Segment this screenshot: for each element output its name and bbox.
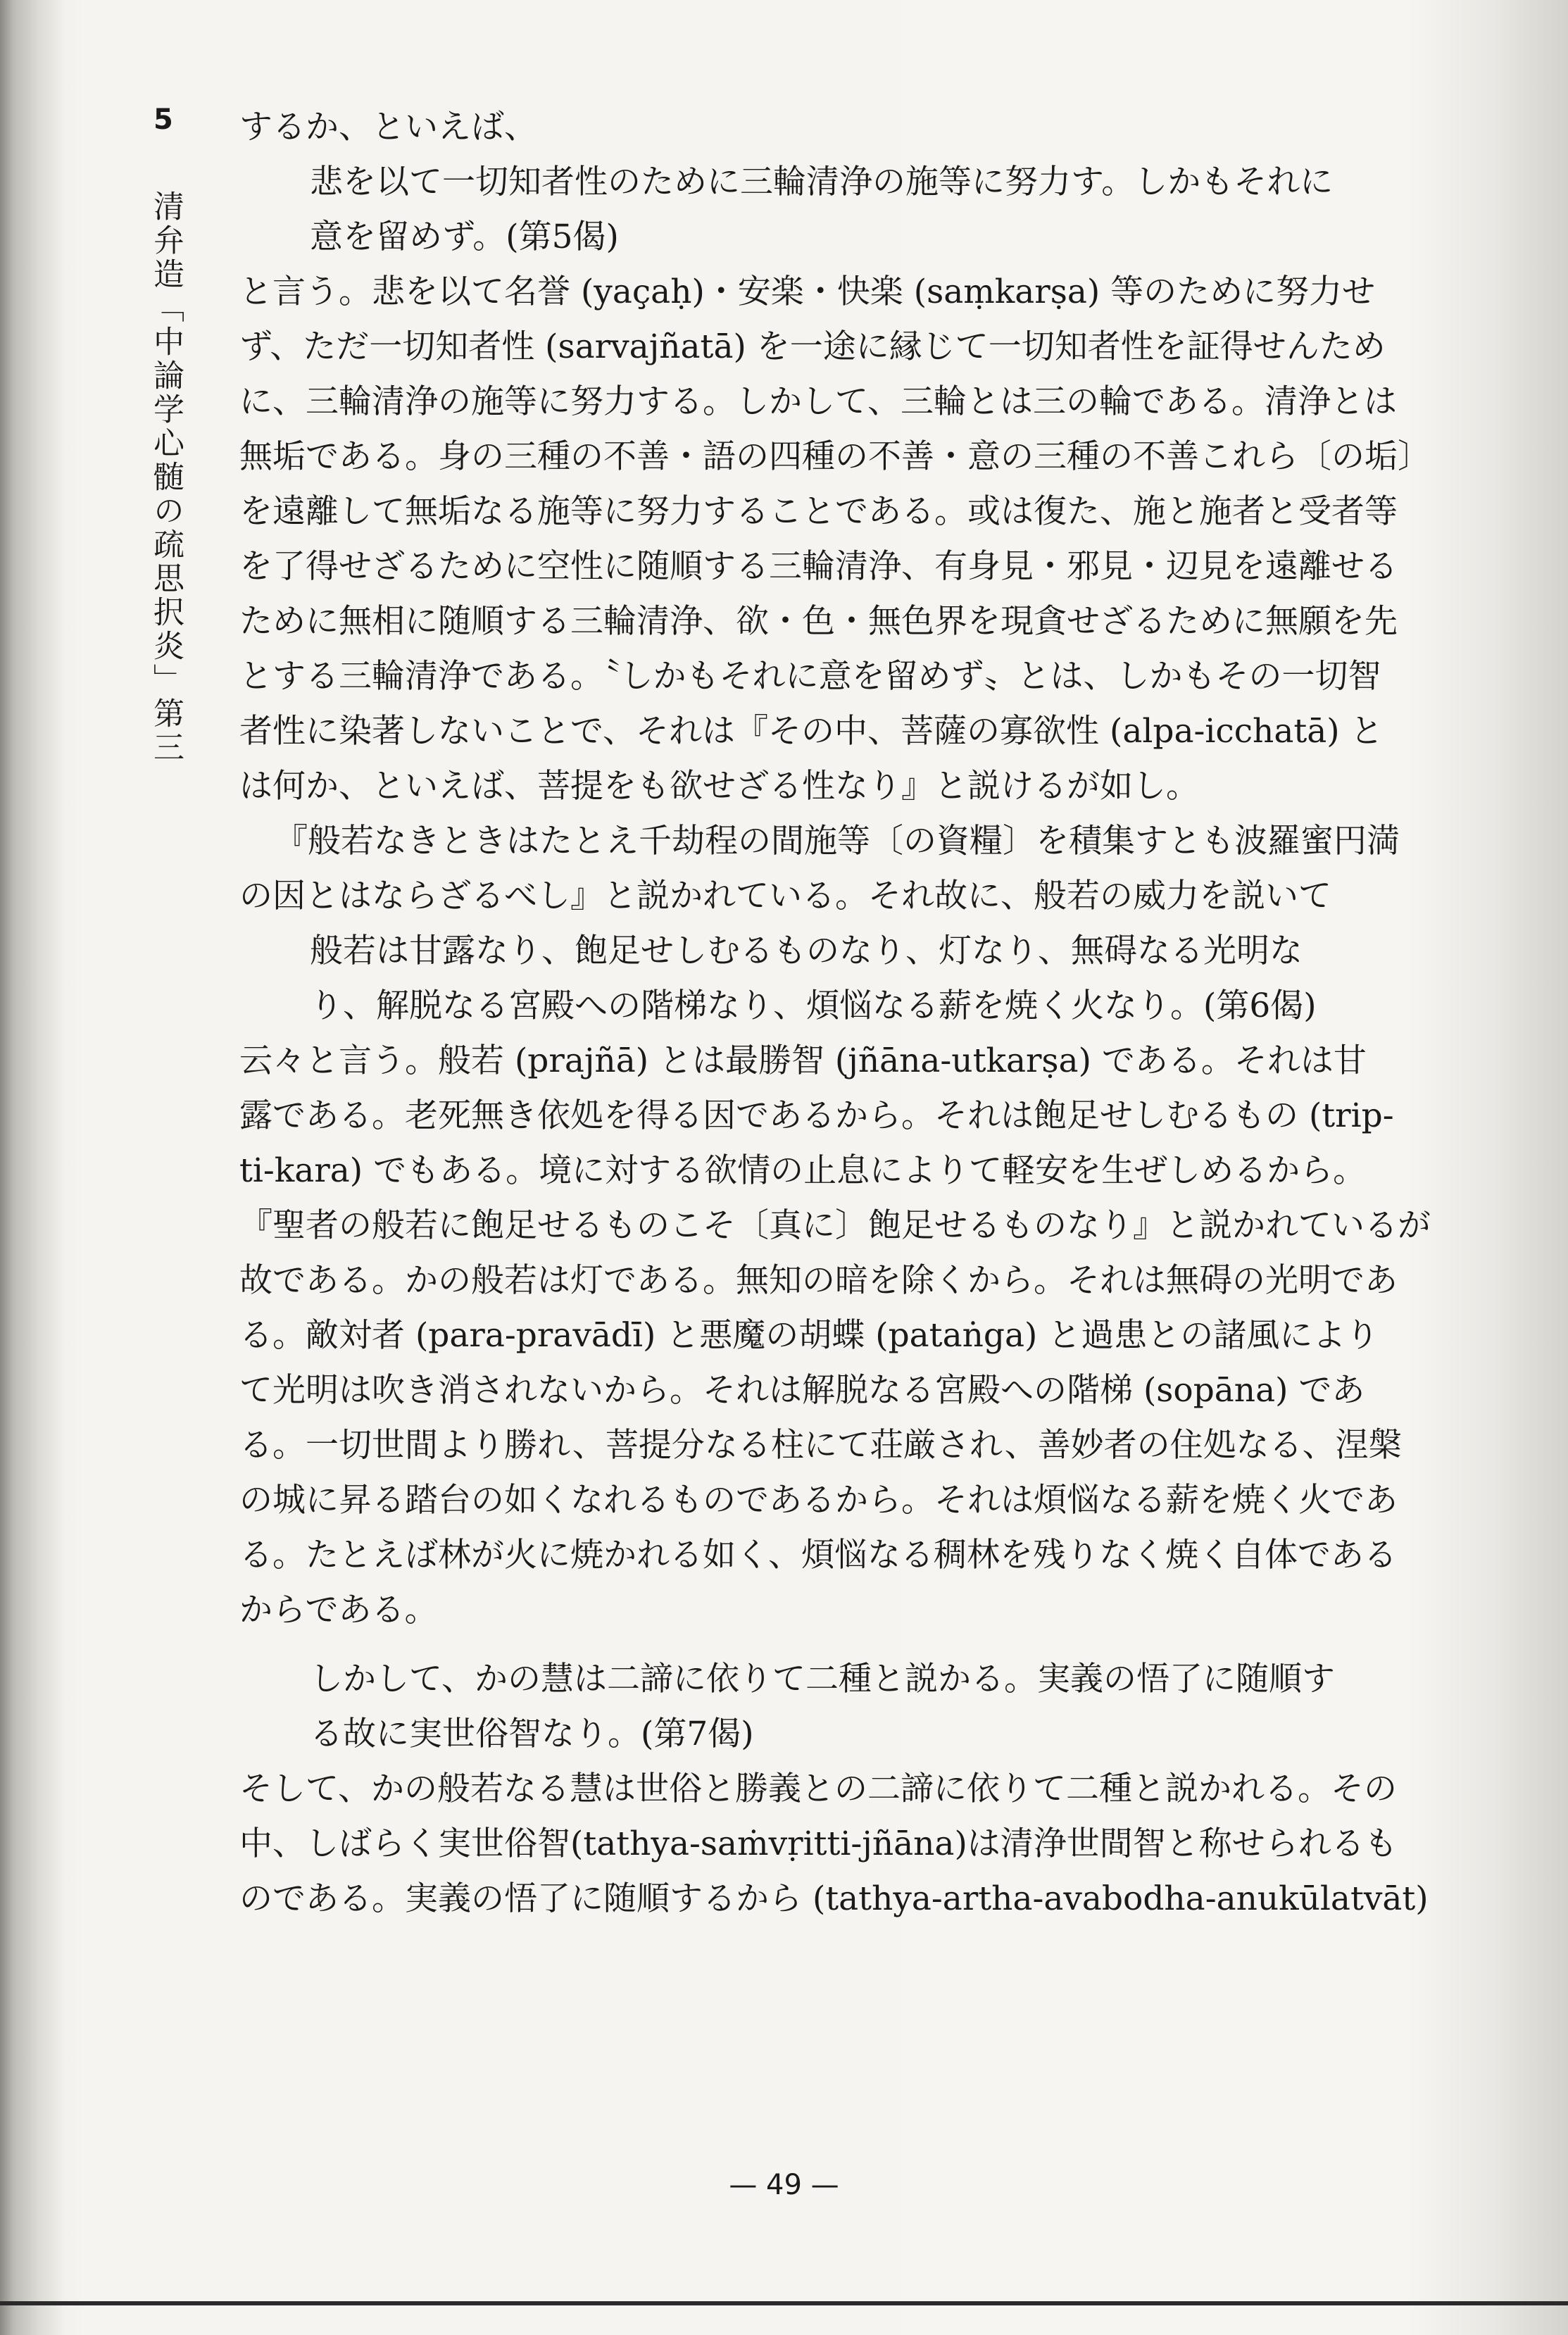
text-line: 無垢である。身の三種の不善・語の四種の不善・意の三種の不善これら〔の垢〕 [239, 437, 1431, 476]
text-line: 『聖者の般若に飽足せるものこそ〔真に〕飽足せるものなり』と説かれているが [239, 1206, 1431, 1245]
text-line: の城に昇る踏台の如くなれるものであるから。それは煩悩なる薪を焼く火であ [239, 1481, 1398, 1520]
text-line: 者性に染著しないことで、それは『その中、菩薩の寡欲性 (alpa-icchatā) と [239, 712, 1384, 751]
text-line: に、三輪清浄の施等に努力する。しかして、三輪とは三の輪である。清浄とは [239, 382, 1398, 421]
page-number: — 49 — [729, 2169, 839, 2201]
bottom-edge-rule [0, 2301, 1568, 2305]
verse-line: しかして、かの慧は二諦に依りて二種と説かる。実義の悟了に随順す [310, 1660, 1336, 1698]
text-line: る。たとえば林が火に焼かれる如く、煩悩なる稠林を残りなく焼く自体である [239, 1536, 1398, 1575]
verse-line: 意を留めず。(第5偈) [310, 218, 619, 256]
text-line: ti-kara) でもある。境に対する欲情の止息によりて軽安を生ぜしめるから。 [239, 1151, 1367, 1190]
text-line: の因とはならざるべし』と説かれている。それ故に、般若の威力を説いて [239, 877, 1331, 915]
body-text [239, 106, 1479, 1932]
text-line: とする三輪清浄である。〝しかもそれに意を留めず〟とは、しかもその一切智 [239, 657, 1381, 696]
text-line: は何か、といえば、菩提をも欲せざる性なり』と説けるが如し。 [239, 767, 1199, 806]
text-line: て光明は吹き消されないから。それは解脱なる宮殿への階梯 (sopāna) であ [239, 1371, 1365, 1410]
running-title: 清弁造「中論学心髄の疏思択炎」第三 [148, 190, 184, 765]
paragraph-gap [239, 1644, 1479, 1658]
text-line: る。敵対者 (para-pravādī) と悪魔の胡蝶 (pataṅga) と過患との諸風により [239, 1316, 1379, 1355]
verse-line: る故に実世俗智なり。(第7偈) [310, 1715, 754, 1753]
text-line: を了得せざるために空性に随順する三輪清浄、有身見・邪見・辺見を遠離せる [239, 547, 1398, 586]
text-line: そして、かの般若なる慧は世俗と勝義との二諦に依りて二種と説かれる。その [239, 1770, 1398, 1808]
verse-line: り、解脱なる宮殿への階梯なり、煩悩なる薪を焼く火なり。(第6偈) [310, 987, 1317, 1025]
text-line: 云々と言う。般若 (prajñā) とは最勝智 (jñāna-utkarṣa) である。それは甘 [239, 1041, 1367, 1080]
text-line: ず、ただ一切知者性 (sarvajñatā) を一途に縁じて一切知者性を証得せんため [239, 327, 1386, 366]
side-page-number: 5 [153, 104, 173, 136]
text-line: を遠離して無垢なる施等に努力することである。或は復た、施と施者と受者等 [239, 492, 1398, 531]
text-line: からである。 [239, 1591, 438, 1629]
text-line: と言う。悲を以て名誉 (yaçaḥ)・安楽・快楽 (saṃkarṣa) 等のために努力せ [239, 273, 1376, 311]
text-line: 故である。かの般若は灯である。無知の暗を除くから。それは無碍の光明であ [239, 1261, 1398, 1300]
text-line: 中、しばらく実世俗智(tathya-saṁvṛitti-jñāna)は清浄世間智と称せられるも [239, 1824, 1398, 1863]
text-line: 『般若なきときはたとえ千劫程の間施等〔の資糧〕を積集すとも波羅蜜円満 [275, 822, 1400, 860]
text-line: る。一切世間より勝れ、菩提分なる柱にて荘厳され、善妙者の住処なる、涅槃 [239, 1426, 1402, 1465]
text-line: するか、といえば、 [239, 108, 537, 146]
text-line: ために無相に随順する三輪清浄、欲・色・無色界を現貪せざるために無願を先 [239, 602, 1398, 641]
binding-shadow [0, 0, 63, 2335]
verse-line: 悲を以て一切知者性のために三輪清浄の施等に努力す。しかもそれに [310, 163, 1334, 201]
text-line: 露である。老死無き依処を得る因であるから。それは飽足せしむるもの (trip- [239, 1096, 1394, 1135]
text-line: のである。実義の悟了に随順するから (tathya-artha-avabodha-anukūlatvāt) [239, 1879, 1429, 1918]
verse-line: 般若は甘露なり、飽足せしむるものなり、灯なり、無碍なる光明な [310, 932, 1303, 970]
